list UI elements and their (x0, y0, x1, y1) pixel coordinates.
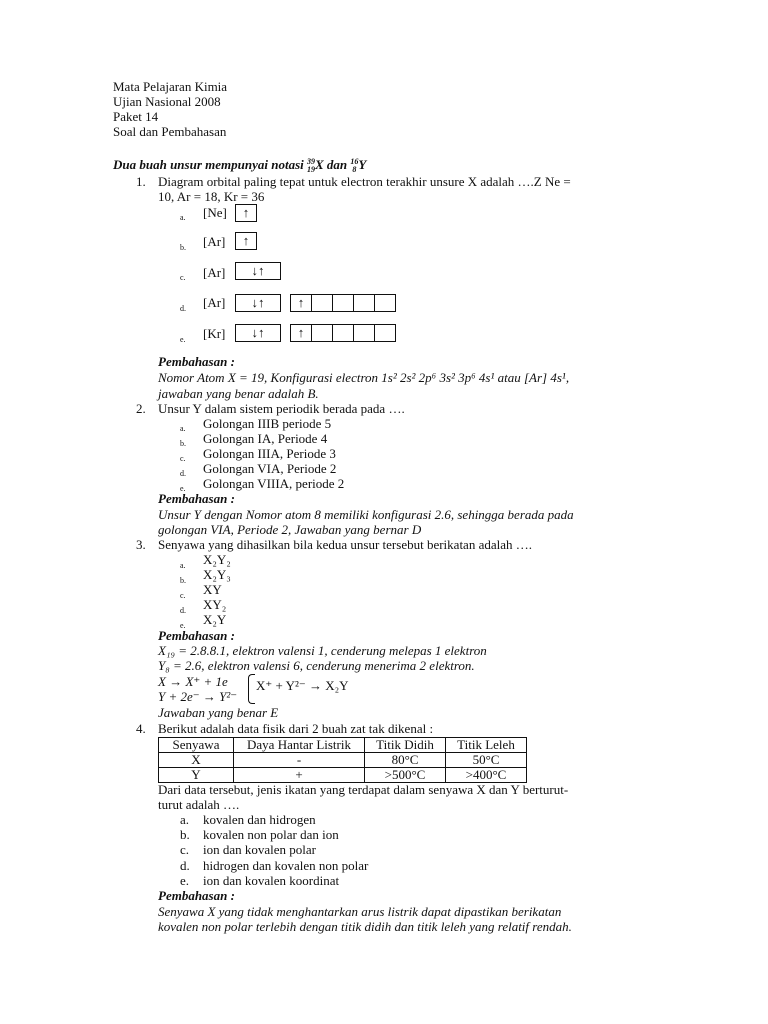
q4-opt-letter: c. (180, 842, 190, 857)
package-line: Paket 14 (113, 109, 159, 124)
q2-text: Unsur Y dalam sistem periodik berada pada …. (158, 401, 405, 416)
q4-text: Berikut adalah data fisik dari 2 buah zat tak dikenal : (158, 721, 434, 736)
orbital-box (332, 324, 354, 342)
q2-opt-letter: a. (180, 424, 186, 433)
q2-opt-letter: c. (180, 454, 186, 463)
q1-opt-b-orbitals (236, 232, 257, 250)
q3-pembahasan-1: X₁₉ = 2.8.8.1, elektron valensi 1, cenderung melepas 1 elektron (158, 643, 487, 658)
y-notation: 16 8 (350, 157, 359, 175)
q2-opt-letter: d. (180, 469, 186, 478)
q3-answer: Jawaban yang benar E (158, 705, 279, 720)
q2-pembahasan-1: Unsur Y dengan Nomor atom 8 memiliki konfigurasi 2.6, sehingga berada pada (158, 507, 574, 522)
q3-pembahasan-2: Y₈ = 2.6, elektron valensi 6, cenderung menerima 2 elektron. (158, 658, 475, 673)
q1-opt-d-core: [Ar] (203, 295, 226, 310)
q3-opt-letter: a. (180, 561, 186, 570)
q4-opt-text: kovalen non polar dan ion (203, 827, 339, 842)
q2-pembahasan-2: golongan VIA, Periode 2, Jawaban yang bernar D (158, 522, 422, 537)
q1-opt-e-letter: e. (180, 335, 186, 344)
table-row (159, 768, 527, 783)
orbital-box (332, 294, 354, 312)
q3-opt-text: XY (203, 582, 222, 597)
q4-opt-text: ion dan kovalen koordinat (203, 873, 340, 888)
q1-opt-b-core: [Ar] (203, 234, 226, 249)
q1-opt-d-orbitals (236, 294, 396, 312)
q4-opt-letter: b. (180, 827, 190, 842)
q2-opt-text: Golongan VIIIA, periode 2 (203, 476, 345, 491)
orbital-box: ↓↑ (235, 294, 281, 312)
q1-opt-a-letter: a. (180, 213, 186, 222)
q4-opt-text: hidrogen dan kovalen non polar (203, 858, 369, 873)
table-cell: Y (159, 768, 234, 783)
q3-opt-letter: c. (180, 591, 186, 600)
q3-opt-text: X₂Y (203, 612, 227, 627)
orbital-box: ↓↑ (235, 324, 281, 342)
intro-line: Dua buah unsur mempunyai notasi 39 19 X dan 16 8 Y (113, 157, 367, 175)
q4-opt-letter: a. (180, 812, 190, 827)
orbital-box (311, 294, 333, 312)
x-notation: 39 19 (306, 157, 315, 175)
orbital-box: ↑ (290, 324, 312, 342)
q4-number: 4. (136, 721, 146, 736)
table-header-row (159, 738, 527, 753)
q3-reaction-2: Y + 2e⁻ → Y²⁻ (158, 689, 238, 704)
q3-opt-letter: d. (180, 606, 186, 615)
q3-opt-letter: e. (180, 621, 186, 630)
q1-opt-e-core: [Kr] (203, 326, 226, 341)
q3-opt-text: X₂Y₃ (203, 567, 231, 582)
q3-opt-letter: b. (180, 576, 186, 585)
orbital-box (374, 324, 396, 342)
q1-opt-d-letter: d. (180, 304, 186, 313)
q3-opt-text: XY₂ (203, 597, 227, 612)
table-header: Titik Didih (365, 738, 446, 753)
q3-opt-text: X₂Y₂ (203, 552, 231, 567)
table-header: Senyawa (159, 738, 234, 753)
q1-opt-e-orbitals (236, 324, 396, 342)
q3-pembahasan-label: Pembahasan : (158, 628, 235, 643)
q1-opt-c-letter: c. (180, 273, 186, 282)
q4-opt-letter: e. (180, 873, 190, 888)
q4-pembahasan-label: Pembahasan : (158, 888, 235, 903)
q1-pembahasan-label: Pembahasan : (158, 354, 235, 369)
q2-opt-text: Golongan IIIA, Periode 3 (203, 446, 336, 461)
q2-number: 2. (136, 401, 146, 416)
q2-opt-text: Golongan IIIB periode 5 (203, 416, 332, 431)
q2-opt-text: Golongan IA, Periode 4 (203, 431, 328, 446)
q2-pembahasan-label: Pembahasan : (158, 491, 235, 506)
subject-line: Mata Pelajaran Kimia (113, 79, 228, 94)
q4-opt-text: kovalen dan hidrogen (203, 812, 316, 827)
table-cell: + (234, 768, 365, 783)
q1-opt-a-core: [Ne] (203, 205, 227, 220)
table-cell: >400°C (446, 768, 527, 783)
q4-after-2: turut adalah …. (158, 797, 240, 812)
table-cell: >500°C (365, 768, 446, 783)
q4-after-1: Dari data tersebut, jenis ikatan yang terdapat dalam senyawa X dan Y berturut- (158, 782, 569, 797)
title-line: Soal dan Pembahasan (113, 124, 227, 139)
q1-opt-b-letter: b. (180, 243, 186, 252)
q4-pembahasan-2: kovalen non polar terlebih dengan titik didih dan titik leleh yang relatif rendah. (158, 919, 572, 934)
orbital-box: ↑ (235, 204, 257, 222)
q3-reaction-combined: X⁺ + Y²⁻ → X₂Y (256, 678, 349, 693)
q4-opt-letter: d. (180, 858, 190, 873)
table-row (159, 753, 527, 768)
q1-opt-a-orbitals (236, 204, 257, 222)
orbital-box: ↑ (235, 232, 257, 250)
q1-opt-c-orbitals (236, 262, 281, 280)
table-cell: 50°C (446, 753, 527, 768)
q1-number: 1. (136, 174, 146, 189)
table-cell: - (234, 753, 365, 768)
q3-text: Senyawa yang dihasilkan bila kedua unsur tersebut berikatan adalah …. (158, 537, 532, 552)
table-header: Daya Hantar Listrik (234, 738, 365, 753)
table-header: Titik Leleh (446, 738, 527, 753)
q2-opt-letter: e. (180, 484, 186, 493)
table-cell: X (159, 753, 234, 768)
q3-number: 3. (136, 537, 146, 552)
q2-opt-text: Golongan VIA, Periode 2 (203, 461, 337, 476)
q1-text-1: Diagram orbital paling tepat untuk electron terakhir unsure X adalah ….Z Ne = (158, 174, 571, 189)
exam-line: Ujian Nasional 2008 (113, 94, 221, 109)
orbital-box (311, 324, 333, 342)
reaction-brace (248, 674, 255, 704)
q1-pembahasan-1: Nomor Atom X = 19, Konfigurasi electron 1s² 2s² 2p⁶ 3s² 3p⁶ 4s¹ atau [Ar] 4s¹, (158, 370, 570, 385)
table-cell: 80°C (365, 753, 446, 768)
orbital-box (353, 294, 375, 312)
orbital-box: ↑ (290, 294, 312, 312)
q1-opt-c-core: [Ar] (203, 265, 226, 280)
q2-opt-letter: b. (180, 439, 186, 448)
q3-reaction-1: X → X⁺ + 1e (158, 674, 228, 689)
orbital-box (374, 294, 396, 312)
q4-pembahasan-1: Senyawa X yang tidak menghantarkan arus listrik dapat dipastikan berikatan (158, 904, 562, 919)
q4-opt-text: ion dan kovalen polar (203, 842, 316, 857)
q1-pembahasan-2: jawaban yang benar adalah B. (158, 386, 319, 401)
q1-text-2: 10, Ar = 18, Kr = 36 (158, 189, 265, 204)
physical-data-table (158, 737, 527, 783)
orbital-box (353, 324, 375, 342)
orbital-box: ↓↑ (235, 262, 281, 280)
intro-text: Dua buah unsur mempunyai notasi (113, 157, 304, 172)
